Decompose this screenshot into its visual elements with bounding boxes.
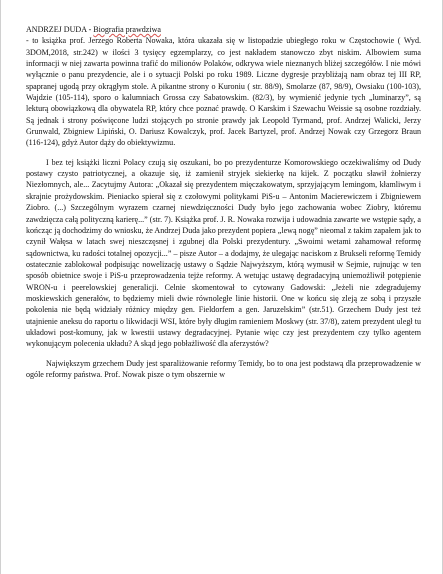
paragraph-2: I bez tej książki liczni Polacy czują się oszukani, bo po prezydenturze Komorowskiego oczekiwaliśmy od Dudy postawy czysto patriotycznej, a okazuje się, iż zamienił stryjek siekierkę na kijek. Z początku sławił żołnierzy Niezłomnych, ale... Zacytujmy Autora: „Okazał się prezydentem mięczakowatym, sprzyjającym lemingom, kłamliwym i skrajnie prożydowskim. Pieniacko spierał się z czołowymi politykami PiS-u – Antonim Macierewiczem i Zbigniewem Ziobro. (...) Szczególnym wyrazem czarnej niewdzięczności Dudy było jego zachowania wobec Ziobry, któremu zawdzięcza całą polityczną karierę...” (str. 7). Książka prof. J. R. Nowaka rozwija i udowadnia zawarte we wstępie sądy, a kończąc ją dochodzimy do wniosku, że Andrzej Duda jako prezydent popiera „lewą nogę” nieomal z takim zapałem jak to czynił Wałęsa w latach swej nieszczęsnej i zgubnej dla Polski prezydentury. „Swoimi wetami zahamował reformę sądownictwa, ku radości totalnej opozycji...” – pisze Autor – a dodajmy, że ulegając naciskom z Brukseli reformę Temidy ostatecznie zablokował podpisując nowelizację ustawy o Sądzie Najwyższym, którą wymusił w Sejmie, rujnując w ten sposób obietnice swoje i PiS-u przeprowadzenia tejże reformy. A wetując ustawę degradacyjną uniemożliwił potępienie WRON-u i peerelowskiej generalicji. Celnie skomentował to cytowany Gadowski: „Jeżeli nie zdegradujemy moskiewskich generałów, to będziemy mieli dwie równoległe linie historii. One w końcu się zleją ze sobą i przyszłe pokolenia nie będą widziały różnicy między gen. Fieldorfem a gen. Jaruzelskim” (str.51). Grzechem Dudy jest też utajnienie aneksu do raportu o likwidacji WSI, które były długim ramieniem Moskwy (str. 37/8), zatem prezydent uległ tu układowi post-komuny, jak w kwestii ustawy degradacyjnej. Pytanie więc czy jest prezydentem czy tylko agentem wykonującym polecenia układu? A skąd jego pobłażliwość dla aferzystów? [26,157,421,349]
paragraph-gap [26,350,421,358]
title-subtitle: Biografia prawdziwa [93,25,161,34]
document-body [26,24,421,380]
title-main: ANDRZEJ DUDA - [26,25,94,34]
paragraph-3: Największym grzechem Dudy jest sparaliżowanie reformy Temidy, bo to ona jest podstawą dla przeprowadzenie w ogóle reformy państwa. Prof. Nowak pisze o tym obszernie w [26,358,421,379]
document-title [26,24,421,35]
paragraph-1: - to książka prof. Jerzego Roberta Nowaka, która ukazała się w listopadzie ubiegłego roku w Częstochowie ( Wyd. 3DOM,2018, str.242) w ilości 3 tysięcy egzemplarzy, co jest nakładem stanowczo zbyt niskim. Albowiem suma informacji w niej zawarta powinna trafić do milionów Polaków, odkrywa wiele nieznanych bliżej szczegółów. I nie mówi wyłącznie o panu prezydencie, ale i o sytuacji Polski po roku 1989. Liczne dygresje przybliżają nam obraz tej III RP, spapranej ugodą przy okrągłym stole. A pikantne strony o Kuroniu ( str. 88/9), Smolarze (87, 98/9), Owsiaku (100-103), Wajdzie (105-114), sporo o kalumniach Grossa czy Sabatowskim. (82/3), by wymienić jedynie tych „luminarzy”, są lekturą obowiązkową dla obywatela RP, który chce poznać prawdę. O Karskim i Szewachu Weissie są osobne rozdziały. Są jednak i strony poświęcone ludzi stojących po stronie prawdy jak Leopold Tyrmand, prof. Andrzej Walicki, Jerzy Grunwald, Zbigniew Lipiński, O. Dariusz Kowalczyk, prof. Jacek Bartyzel, prof. Andrzej Nowak czy Grzegorz Braun (116-124), gdyż Autor dąży do obiektywizmu. [26,36,421,148]
paragraph-gap [26,149,421,157]
